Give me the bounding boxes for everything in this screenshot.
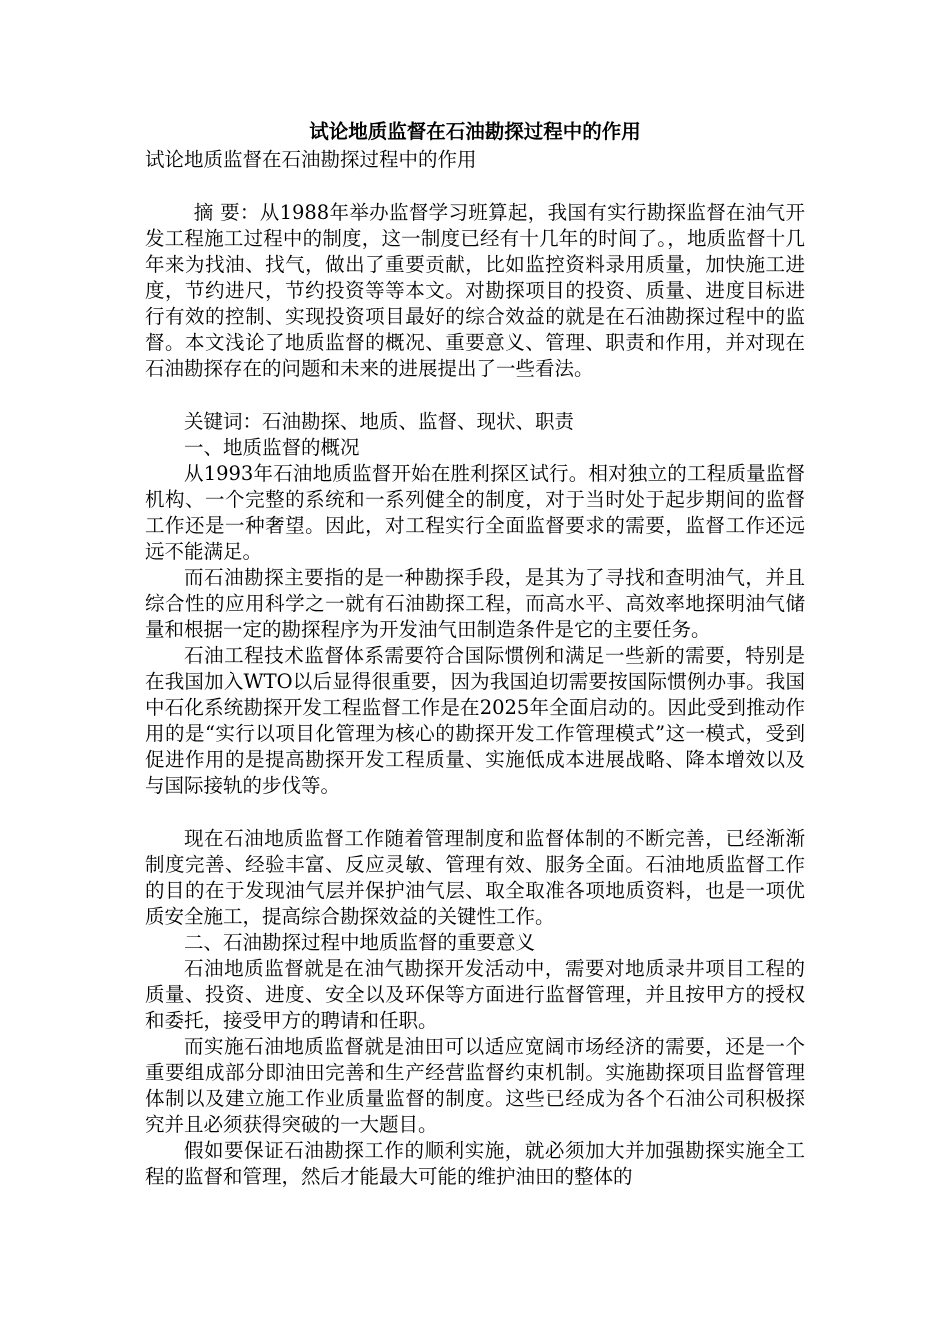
body-paragraph: 假如要保证石油勘探工作的顺利实施，就必须加大并加强勘探实施全工程的监督和管理，然后才能最大可能的维护油田的整体的 — [145, 1139, 805, 1188]
body-paragraph: 石油工程技术监督体系需要符合国际惯例和满足一些新的需要，特别是在我国加入WTO以后显得很重要，因为我国迫切需要按国际惯例办事。我国中石化系统勘探开发工程监督工作是在2025年全面启动的。因此受到推动作用的是“实行以项目化管理为核心的勘探开发工作管理模式”这一模式，受到促进作用的是提高勘探开发工程质量、实施低成本进展战略、降本增效以及与国际接轨的步伐等。 — [145, 644, 805, 797]
body-paragraph: 现在石油地质监督工作随着管理制度和监督体制的不断完善，已经渐渐制度完善、经验丰富、反应灵敏、管理有效、服务全面。石油地质监督工作的目的在于发现油气层并保护油气层、取全取准各项地质资料，也是一项优质安全施工，提高综合勘探效益的关键性工作。 — [145, 827, 805, 928]
body-paragraph: 而实施石油地质监督就是油田可以适应宽阔市场经济的需要，还是一个重要组成部分即油田完善和生产经营监督约束机制。实施勘探项目监督管理体制以及建立施工作业质量监督的制度。这些已经成为各个石油公司积极探究并且必须获得突破的一大题目。 — [145, 1035, 805, 1136]
document-title: 试论地质监督在石油勘探过程中的作用 — [309, 120, 641, 143]
section-2-heading: 二、石油勘探过程中地质监督的重要意义 — [184, 931, 536, 954]
keywords-line: 关键词：石油勘探、地质、监督、现状、职责 — [184, 410, 575, 433]
document-subtitle: 试论地质监督在石油勘探过程中的作用 — [145, 148, 477, 171]
document-page — [145, 118, 805, 1190]
body-paragraph: 从1993年石油地质监督开始在胜利探区试行。相对独立的工程质量监督机构、一个完整的系统和一系列健全的制度，对于当时处于起步期间的监督工作还是一种奢望。因此，对工程实行全面监督要求的需要，监督工作还远远不能满足。 — [145, 462, 805, 563]
section-1-heading: 一、地质监督的概况 — [184, 436, 360, 459]
body-paragraph: 而石油勘探主要指的是一种勘探手段，是其为了寻找和查明油气，并且综合性的应用科学之一就有石油勘探工程，而高水平、高效率地探明油气储量和根据一定的勘探程序为开发油气田制造条件是它的主要任务。 — [145, 566, 805, 641]
abstract-paragraph: 摘 要：从1988年举办监督学习班算起，我国有实行勘探监督在油气开发工程施工过程中的制度，这一制度已经有十几年的时间了。，地质监督十几年来为找油、找气，做出了重要贡献，比如监控资料录用质量，加快施工进度，节约进尺，节约投资等等本文。对勘探项目的投资、质量、进度目标进行有效的控制、实现投资项目最好的综合效益的就是在石油勘探过程中的监督。本文浅论了地质监督的概况、重要意义、管理、职责和作用，并对现在石油勘探存在的问题和未来的进展提出了一些看法。 — [145, 201, 805, 380]
blank-line — [145, 799, 805, 826]
blank-line — [145, 382, 805, 409]
body-paragraph: 石油地质监督就是在油气勘探开发活动中，需要对地质录井项目工程的质量、投资、进度、安全以及环保等方面进行监督管理，并且按甲方的授权和委托，接受甲方的聘请和任职。 — [145, 957, 805, 1032]
blank-line — [145, 173, 805, 200]
